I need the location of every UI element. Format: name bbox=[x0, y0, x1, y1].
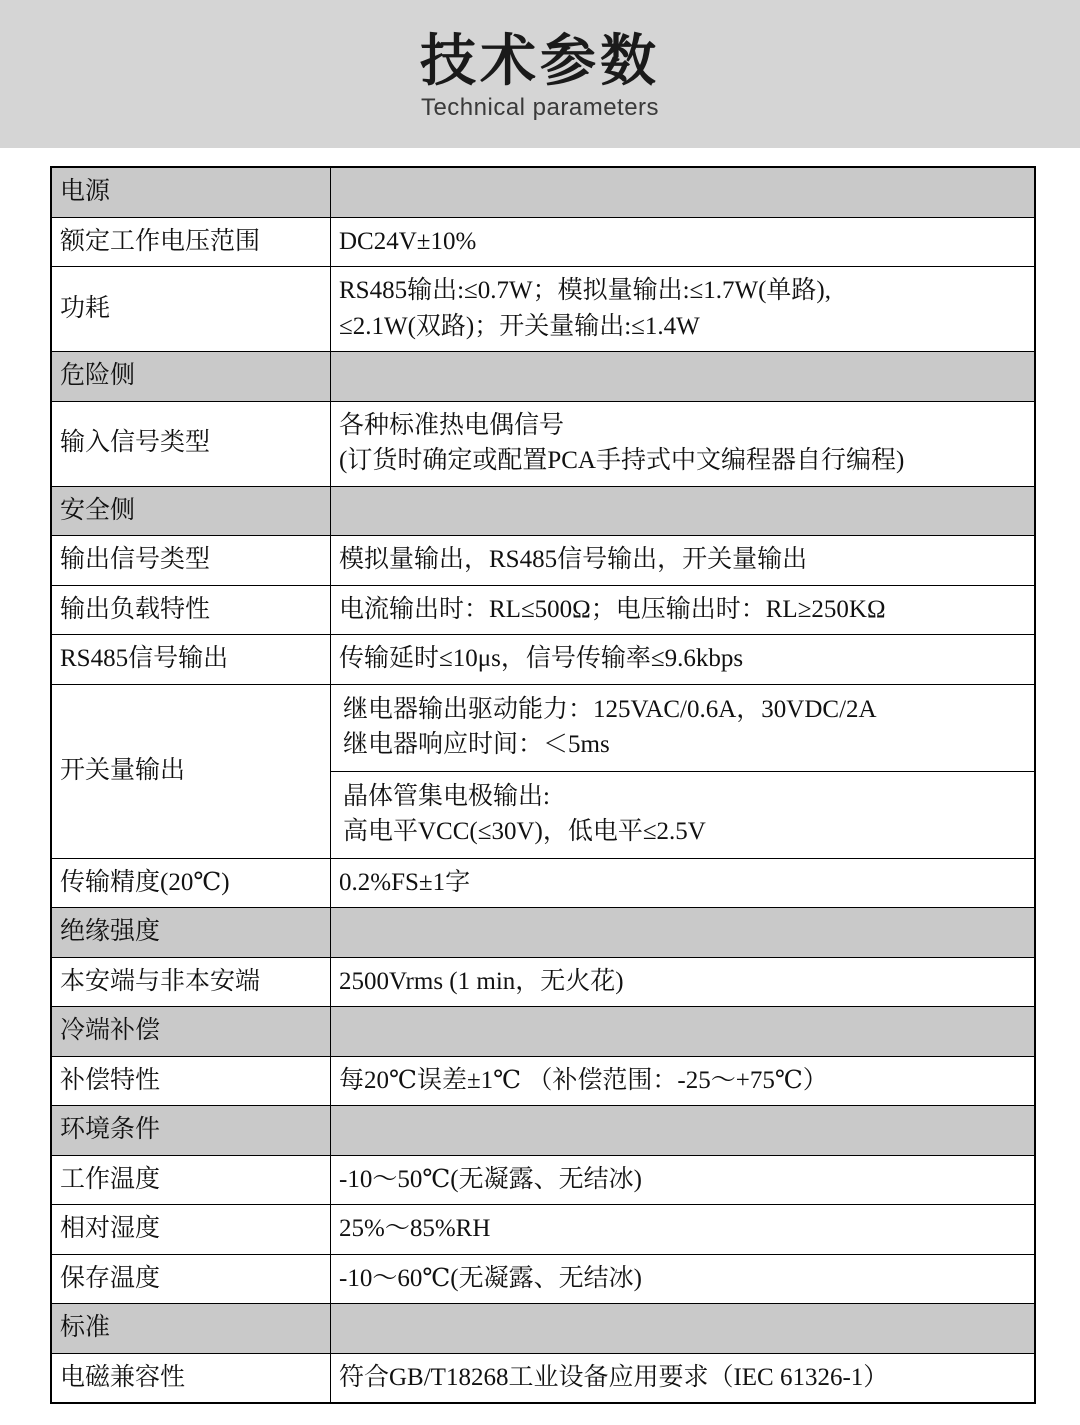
power-consumption-line-1: RS485输出:≤0.7W；模拟量输出:≤1.7W(单路), bbox=[339, 277, 832, 304]
input-signal-line-2: (订货时确定或配置PCA手持式中文编程器自行编程) bbox=[339, 447, 905, 474]
power-consumption-line-2: ≤2.1W(双路)；开关量输出:≤1.4W bbox=[339, 312, 700, 340]
row-label-transmission-accuracy: 传输精度(20℃) bbox=[51, 858, 331, 908]
technical-parameters-table bbox=[50, 166, 1036, 1404]
table-row bbox=[51, 1056, 1035, 1106]
section-label-safe-side: 安全侧 bbox=[51, 486, 331, 536]
table-row bbox=[51, 908, 1035, 958]
section-value-standards bbox=[331, 1304, 1036, 1354]
table-row bbox=[51, 486, 1035, 536]
row-label-relative-humidity: 相对湿度 bbox=[51, 1205, 331, 1255]
row-label-compensation-characteristics: 补偿特性 bbox=[51, 1056, 331, 1106]
section-label-cold-junction-compensation: 冷端补偿 bbox=[51, 1007, 331, 1057]
row-label-input-signal-type: 输入信号类型 bbox=[51, 401, 331, 486]
table-row bbox=[51, 1353, 1035, 1403]
section-value-hazardous-side bbox=[331, 352, 1036, 402]
table-row bbox=[51, 635, 1035, 685]
input-signal-line-1: 各种标准热电偶信号 bbox=[339, 411, 565, 439]
row-label-operating-temperature: 工作温度 bbox=[51, 1155, 331, 1205]
row-value-power-consumption bbox=[331, 267, 1036, 352]
row-value-rated-voltage: DC24V±10% bbox=[331, 217, 1036, 267]
row-value-compensation-characteristics: 每20℃误差±1℃ （补偿范围：-25～+75℃） bbox=[331, 1056, 1036, 1106]
table-row bbox=[51, 167, 1035, 217]
row-value-emc: 符合GB/T18268工业设备应用要求（IEC 61326-1） bbox=[331, 1353, 1036, 1403]
row-label-rs485-output: RS485信号输出 bbox=[51, 635, 331, 685]
row-label-storage-temperature: 保存温度 bbox=[51, 1254, 331, 1304]
table-row bbox=[51, 1304, 1035, 1354]
table-row bbox=[51, 1205, 1035, 1255]
row-value-output-load-characteristics: 电流输出时：RL≤500Ω；电压输出时：RL≥250KΩ bbox=[331, 585, 1036, 635]
row-value-operating-temperature: -10～50℃(无凝露、无结冰) bbox=[331, 1155, 1036, 1205]
table-row bbox=[51, 1106, 1035, 1156]
table-row bbox=[51, 957, 1035, 1007]
page-title-chinese: 技术参数 bbox=[420, 28, 660, 92]
table-row bbox=[51, 1254, 1035, 1304]
table-row bbox=[51, 267, 1035, 352]
row-label-rated-voltage: 额定工作电压范围 bbox=[51, 217, 331, 267]
switch-output-transistor-block bbox=[331, 771, 1034, 858]
row-value-rs485-output: 传输延时≤10μs，信号传输率≤9.6kbps bbox=[331, 635, 1036, 685]
page-header bbox=[0, 0, 1080, 148]
row-value-storage-temperature: -10～60℃(无凝露、无结冰) bbox=[331, 1254, 1036, 1304]
switch-output-transistor-line-2: 高电平VCC(≤30V)，低电平≤2.5V bbox=[343, 818, 706, 845]
table-row bbox=[51, 684, 1035, 858]
row-value-switch-output bbox=[331, 684, 1036, 858]
table-row bbox=[51, 585, 1035, 635]
row-label-power-consumption: 功耗 bbox=[51, 267, 331, 352]
section-label-environmental-conditions: 环境条件 bbox=[51, 1106, 331, 1156]
table-row bbox=[51, 401, 1035, 486]
spec-table-container bbox=[0, 148, 1080, 1404]
row-label-output-signal-type: 输出信号类型 bbox=[51, 536, 331, 586]
table-row bbox=[51, 217, 1035, 267]
section-value-power bbox=[331, 167, 1036, 217]
section-value-insulation-strength bbox=[331, 908, 1036, 958]
switch-output-relay-line-1: 继电器输出驱动能力：125VAC/0.6A，30VDC/2A bbox=[343, 695, 877, 723]
row-value-input-signal-type bbox=[331, 401, 1036, 486]
section-label-hazardous-side: 危险侧 bbox=[51, 352, 331, 402]
row-label-emc: 电磁兼容性 bbox=[51, 1353, 331, 1403]
table-row bbox=[51, 858, 1035, 908]
section-label-standards: 标准 bbox=[51, 1304, 331, 1354]
switch-output-relay-block bbox=[331, 685, 1034, 771]
section-label-power: 电源 bbox=[51, 167, 331, 217]
page-title-english: Technical parameters bbox=[420, 94, 660, 122]
section-label-insulation-strength: 绝缘强度 bbox=[51, 908, 331, 958]
table-row bbox=[51, 1007, 1035, 1057]
row-value-transmission-accuracy: 0.2%FS±1字 bbox=[331, 858, 1036, 908]
section-value-cold-junction-compensation bbox=[331, 1007, 1036, 1057]
row-label-output-load-characteristics: 输出负载特性 bbox=[51, 585, 331, 635]
row-value-output-signal-type: 模拟量输出，RS485信号输出，开关量输出 bbox=[331, 536, 1036, 586]
table-row bbox=[51, 1155, 1035, 1205]
row-label-intrinsic-safe-terminal: 本安端与非本安端 bbox=[51, 957, 331, 1007]
section-value-safe-side bbox=[331, 486, 1036, 536]
table-row bbox=[51, 352, 1035, 402]
switch-output-transistor-line-1: 晶体管集电极输出: bbox=[343, 782, 550, 810]
switch-output-relay-line-2: 继电器响应时间：＜5ms bbox=[343, 731, 610, 758]
row-label-switch-output: 开关量输出 bbox=[51, 684, 331, 858]
row-value-intrinsic-safe-terminal: 2500Vrms (1 min，无火花) bbox=[331, 957, 1036, 1007]
row-value-relative-humidity: 25%～85%RH bbox=[331, 1205, 1036, 1255]
section-value-environmental-conditions bbox=[331, 1106, 1036, 1156]
table-row bbox=[51, 536, 1035, 586]
